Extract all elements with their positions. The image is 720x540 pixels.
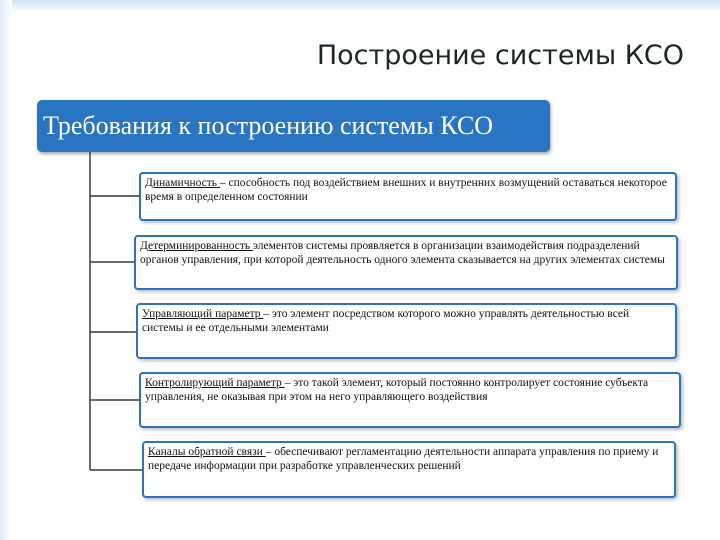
requirement-text: элементов системы проявляется в организации взаимодействия подразделений органов управления, при которой деятельность одного элемента сказывается на других элементах системы [140, 240, 665, 266]
requirement-text: – это такой элемент, который постоянно контролирует состояние субъекта управления, не оказывая при этом на него управляющего воздействия [145, 377, 649, 403]
requirement-text: – это элемент посредством которого можно управлять деятельностью всей системы и ее отдельными элементами [142, 308, 630, 334]
requirement-term: Каналы обратной связи [148, 446, 266, 458]
requirement-term: Контролирующий параметр [145, 377, 285, 389]
header-box: Требования к построению системы КСО [37, 100, 550, 152]
requirement-box-monitoring-parameter [139, 372, 681, 428]
requirement-term: Детерминированность [140, 240, 254, 252]
requirement-text: – обеспечивают регламентацию деятельности аппарата управления по приему и передаче информации при разработке управленческих решений [148, 446, 659, 472]
requirement-text: – способность под воздействием внешних и внутренних возмущений оставаться некоторое время в определенном состоянии [145, 177, 667, 203]
requirement-term: Динамичность [145, 177, 220, 189]
requirement-term: Управляющий параметр [142, 308, 264, 320]
requirement-box-dynamism [139, 172, 677, 221]
requirement-box-determinism [134, 235, 678, 290]
slide-title: Построение системы КСО [316, 40, 684, 71]
requirement-box-feedback-channels [142, 441, 676, 498]
requirement-box-control-parameter [136, 303, 677, 359]
